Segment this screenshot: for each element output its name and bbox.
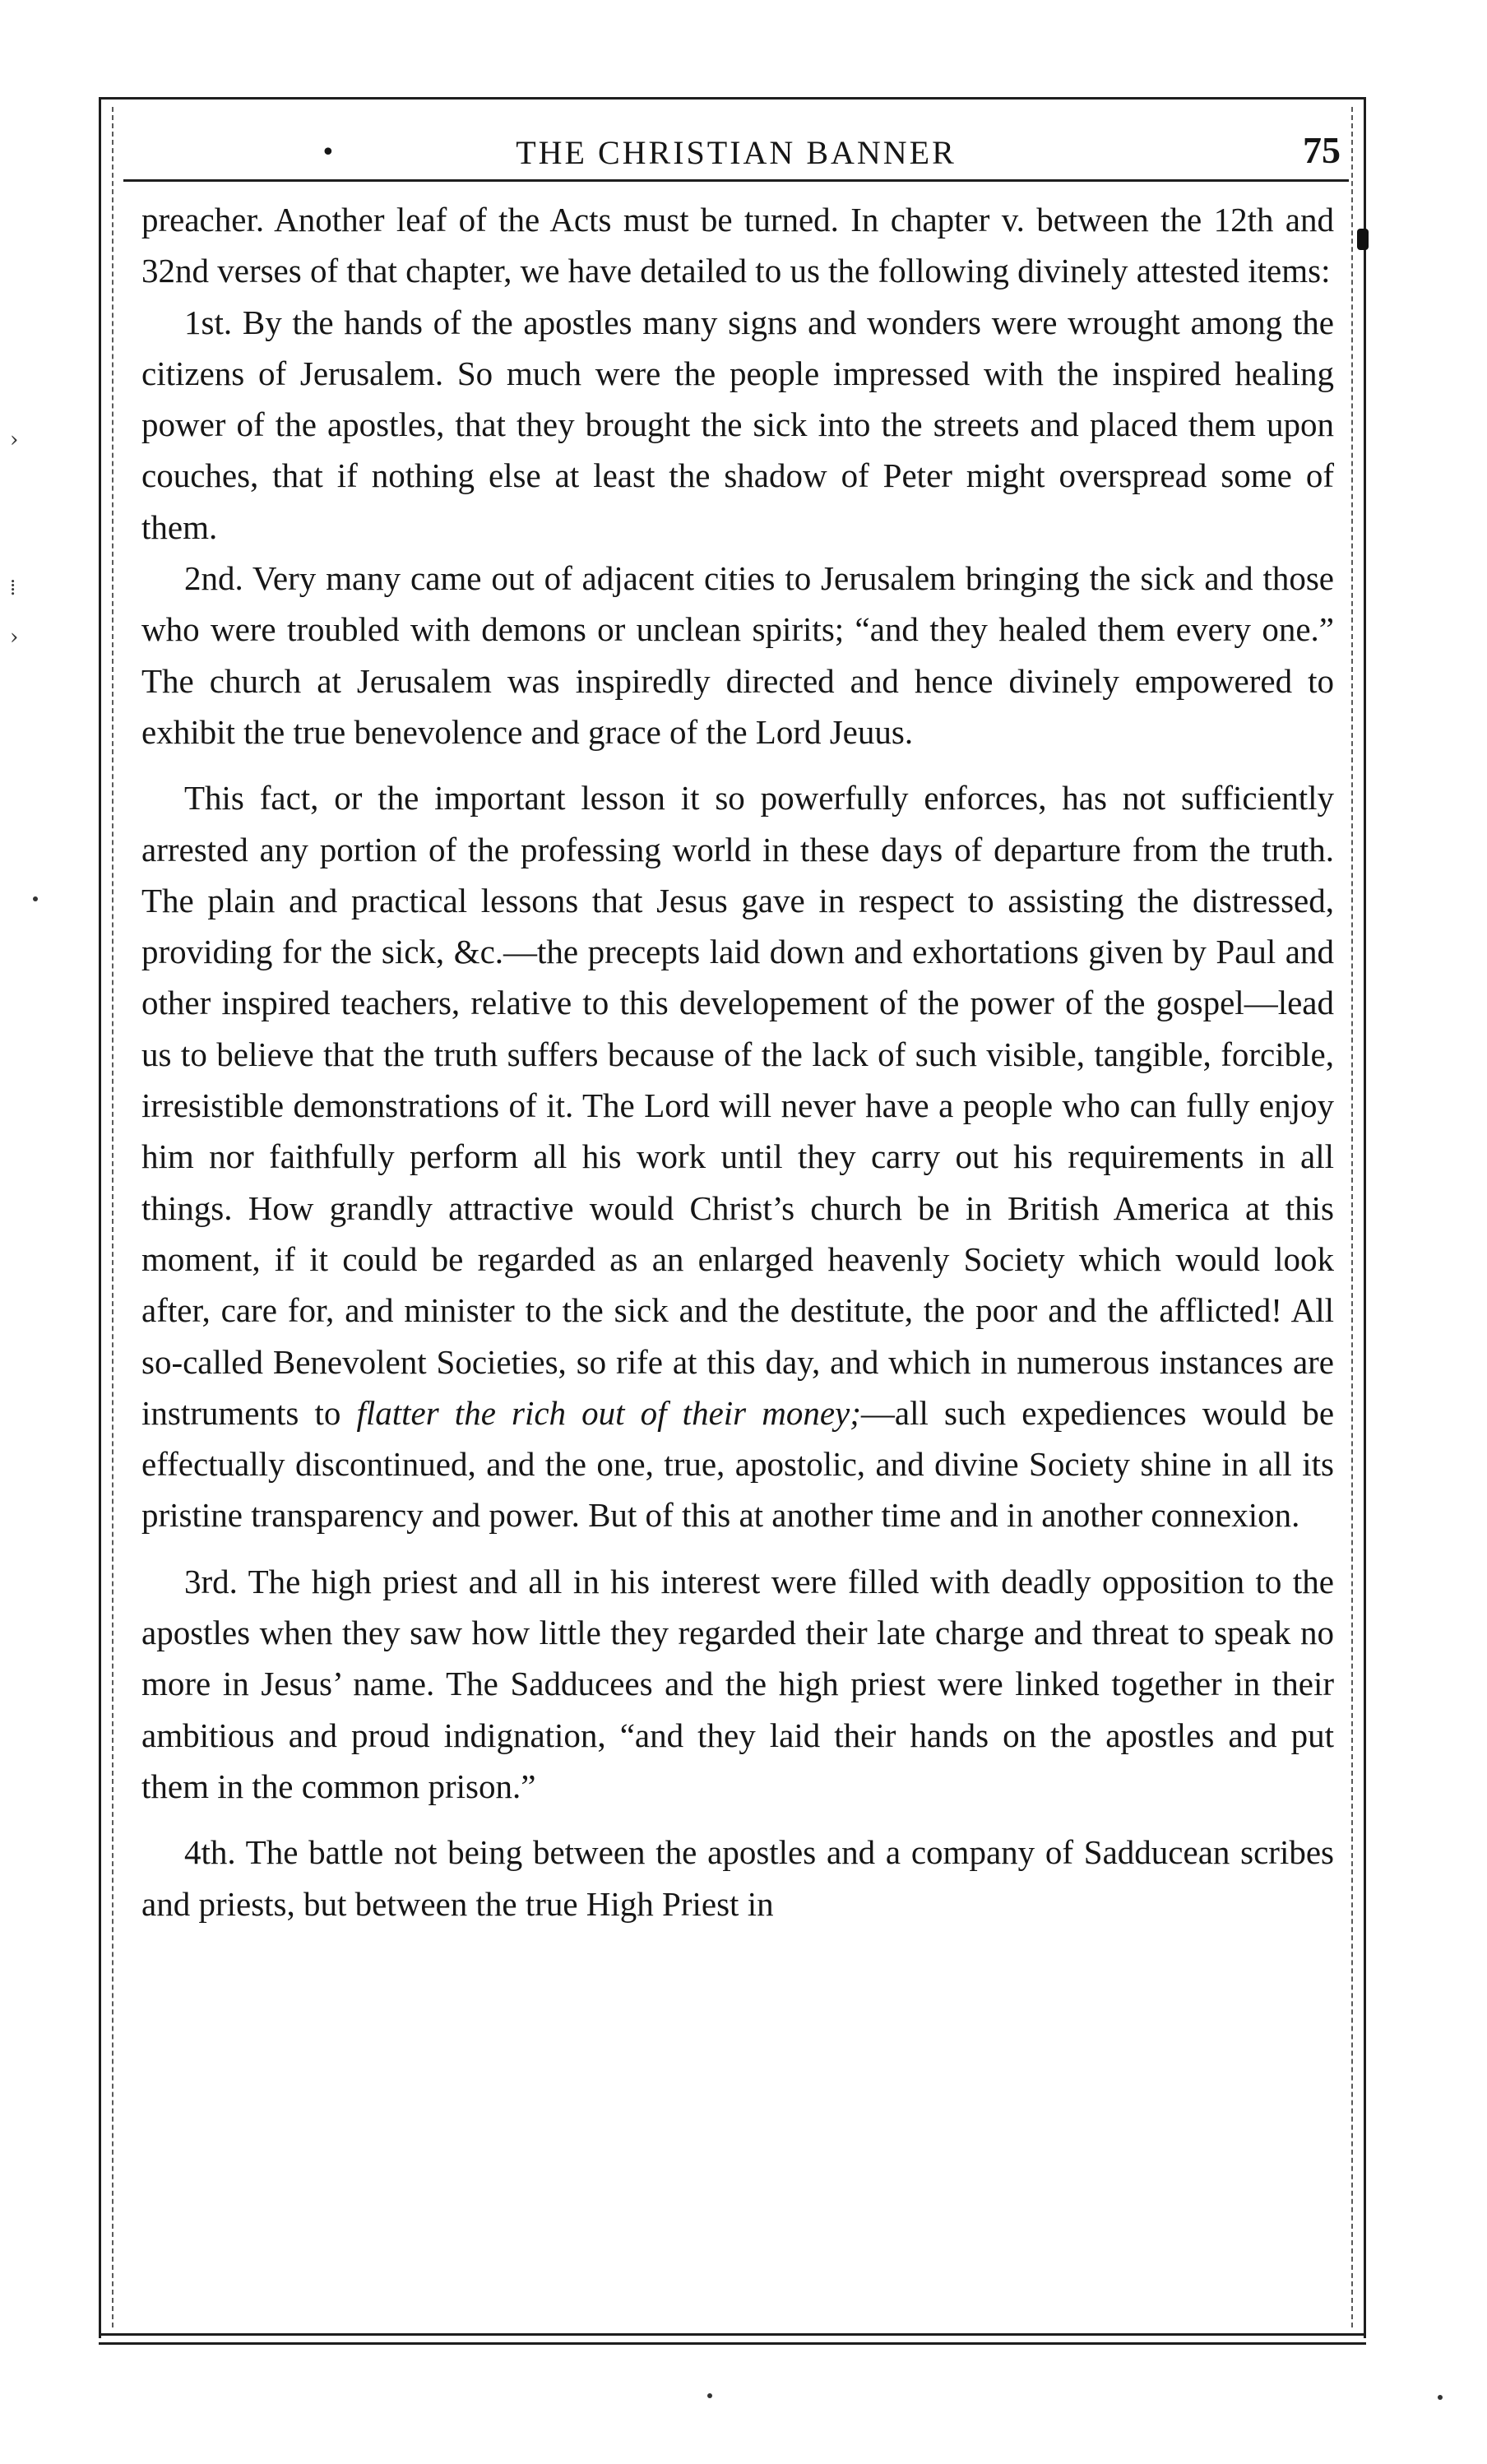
header-ornament: • bbox=[321, 138, 336, 167]
page-number: 75 bbox=[1303, 129, 1341, 171]
paragraph-commentary-text: This fact, or the important lesson it so powerfully enforces, has not sufficiently arrested any portion of the professing world in these days of departure from the truth. The plain and practical lessons that Jesus gave in respect to assisting the distressed, providing for the sick, &c.—the precepts laid down and exhortations given by Paul and other inspired teachers, relative to this developement of the power of the gospel—lead us to believe that the truth suffers because of the lack of such visible, tangible, forcible, irresistible demonstrations of it. The Lord will never have a people who can fully enjoy him nor faithfully perform all his work until they carry out his requirements in all things. How grandly attractive would Christ’s church be in British America at this moment, if it could be regarded as an enlarged heavenly Society which would look after, care for, and minister to the sick and the destitute, the poor and the afflicted! All so-called Benevolent Societies, so rife at this day, and which in numerous instances are instruments to bbox=[141, 779, 1334, 1432]
margin-speck bbox=[707, 2393, 712, 2398]
italic-phrase: flatter the rich out of their money; bbox=[356, 1393, 861, 1432]
article-body bbox=[141, 194, 1334, 1929]
margin-speck bbox=[1438, 2395, 1443, 2400]
paragraph-commentary bbox=[141, 772, 1334, 1540]
paragraph-commentary-end: —all such expediences would be effectually discontinued, and the one, true, apostolic, and divine Society shine in all its pristine transparency and power. But of this at another time and in another connexion. bbox=[141, 1393, 1335, 1535]
paragraph-fourth-item: 4th. The battle not being between the apostles and a company of Sadducean scribes and priests, but between the true High Priest in bbox=[141, 1833, 1334, 1923]
margin-tick: › bbox=[10, 428, 19, 452]
ink-blot bbox=[1357, 229, 1369, 250]
margin-speck bbox=[33, 896, 38, 901]
bottom-rule bbox=[99, 2333, 1366, 2336]
margin-tick: › bbox=[10, 625, 19, 650]
paragraph-continued: preacher. Another leaf of the Acts must be turned. In chapter v. between the 12th and 32nd verses of that chapter, we have detailed to us the following divinely attested items: bbox=[141, 201, 1334, 290]
paragraph-second-item: 2nd. Very many came out of adjacent cities to Jerusalem bringing the sick and those who were troubled with demons or unclean spirits; “and they healed them every one.” The church at Jerusalem was inspiredly directed and hence divinely empowered to exhibit the true benevolence and grace of the Lord Jeuus. bbox=[141, 559, 1334, 751]
bottom-rule-double bbox=[99, 2342, 1366, 2345]
running-head: THE CHRISTIAN BANNER bbox=[516, 134, 957, 171]
paragraph-first-item: 1st. By the hands of the apostles many signs and wonders were wrought among the citizens of Jerusalem. So much were the people impressed with the inspired healing power of the apostles, that they brought the sick into the streets and placed them upon couches, that if nothing else at least the shadow of Peter might overspread some of them. bbox=[141, 303, 1334, 546]
page-header bbox=[123, 122, 1349, 182]
margin-tick: ⁞ bbox=[10, 576, 16, 600]
paragraph-third-item: 3rd. The high priest and all in his interest were filled with deadly opposition to the apostles when they saw how little they regarded their late charge and threat to speak no more in Jesus’ name. The Sadducees and the high priest were linked together in their ambitious and proud indignation, “and they laid their hands on the apostles and put them in the common prison.” bbox=[141, 1562, 1334, 1805]
